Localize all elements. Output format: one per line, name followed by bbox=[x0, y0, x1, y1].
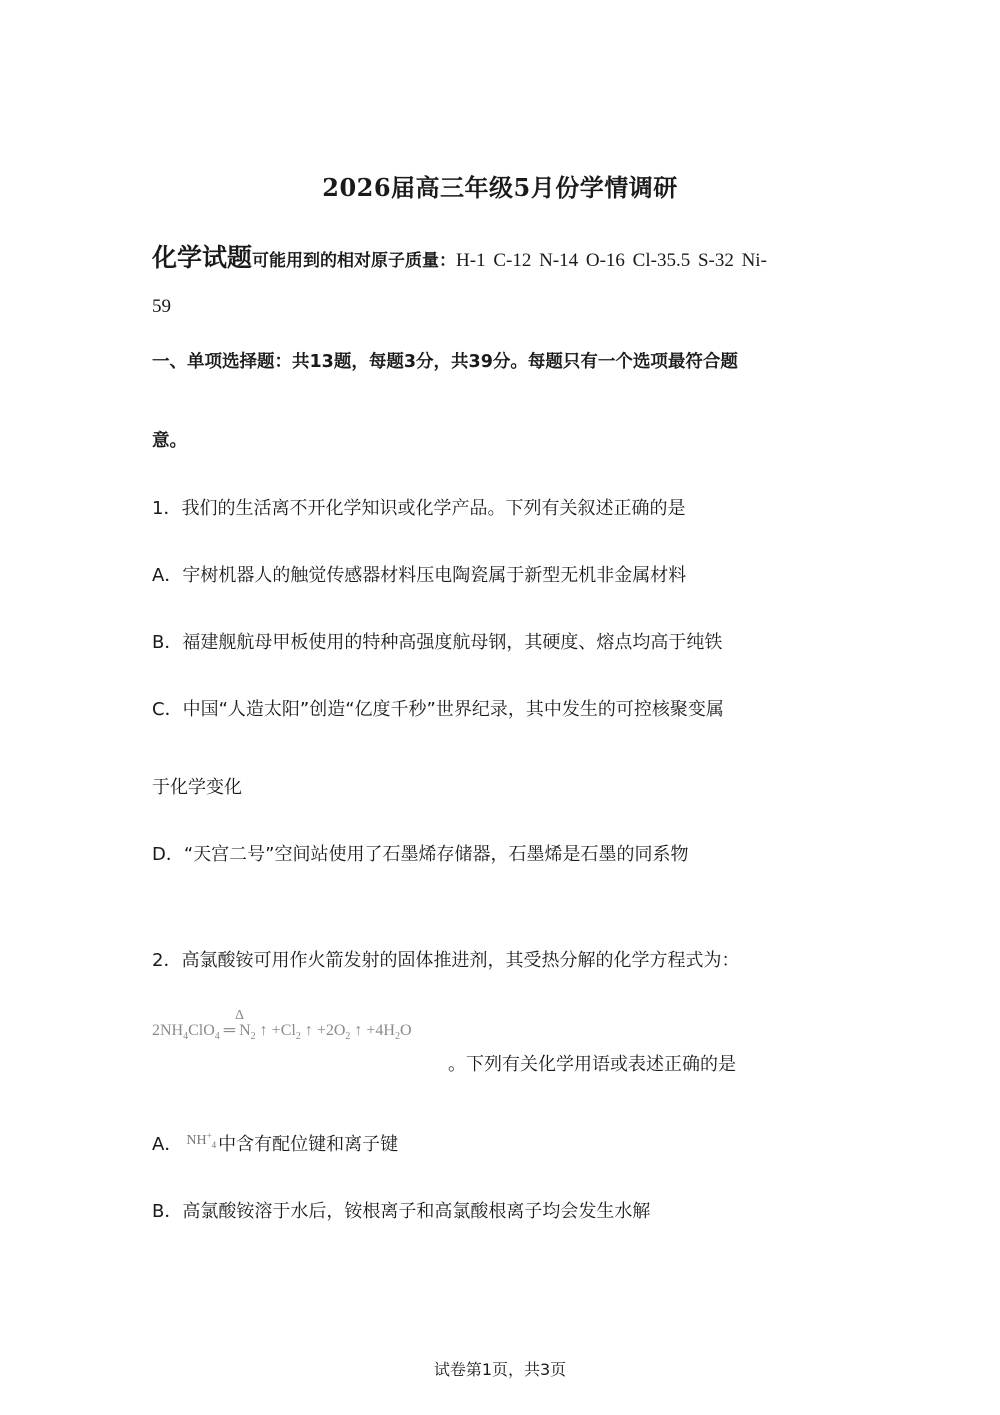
heat-delta-symbol: Δ bbox=[235, 1008, 245, 1023]
page-footer: 试卷第1页，共3页 bbox=[433, 1360, 567, 1379]
question-2-stem-continued: 。下列有关化学用语或表述正确的是 bbox=[448, 1054, 736, 1075]
ammonium-ion-formula: NH+4 bbox=[186, 1130, 217, 1150]
option-a-text: 中含有配位键和离子键 bbox=[218, 1134, 399, 1155]
atomic-mass-label: 可能用到的相对原子质量： bbox=[252, 251, 457, 271]
section-heading-continued: 意。 bbox=[152, 431, 187, 451]
subject-line bbox=[152, 238, 767, 274]
question-1-option-b: B．福建舰航母甲板使用的特种高强度航母钢，其硬度、熔点均高于纯铁 bbox=[152, 632, 723, 653]
section-heading: 一、单项选择题：共13题，每题3分，共39分。每题只有一个选项最符合题 bbox=[152, 352, 738, 372]
page-title: 2026届高三年级5月份学情调研 bbox=[322, 173, 678, 202]
question-1-option-a: A．宇树机器人的触觉传感器材料压电陶瓷属于新型无机非金属材料 bbox=[152, 565, 687, 586]
question-2-option-b: B．高氯酸铵溶于水后，铵根离子和高氯酸根离子均会发生水解 bbox=[152, 1201, 651, 1222]
atomic-mass-values: H-1 C-12 N-14 O-16 Cl-35.5 S-32 Ni- bbox=[456, 250, 767, 271]
chemical-equation-image bbox=[152, 1008, 412, 1043]
question-1-option-c: C．中国“人造太阳”创造“亿度千秒”世界纪录，其中发生的可控核聚变属 bbox=[152, 699, 724, 720]
question-2-option-a bbox=[152, 1130, 398, 1156]
subject-label: 化学试题 bbox=[152, 243, 253, 272]
equation-formula: $2NH_4ClO_4$ ═ $N_2$ ↑ $+Cl_2$ ↑ $+2O_2$ ↑ $+4H_2O$ bbox=[152, 1022, 412, 1043]
question-1-option-d: D．“天宫二号”空间站使用了石墨烯存储器，石墨烯是石墨的同系物 bbox=[152, 844, 689, 865]
atomic-mass-continued: 59 bbox=[152, 296, 171, 317]
question-1-option-c-continued: 于化学变化 bbox=[152, 777, 242, 798]
question-2-stem: 2．高氯酸铵可用作火箭发射的固体推进剂，其受热分解的化学方程式为： bbox=[152, 950, 740, 971]
option-a-label: A． bbox=[152, 1134, 183, 1155]
question-1-stem: 1．我们的生活离不开化学知识或化学产品。下列有关叙述正确的是 bbox=[152, 498, 686, 519]
